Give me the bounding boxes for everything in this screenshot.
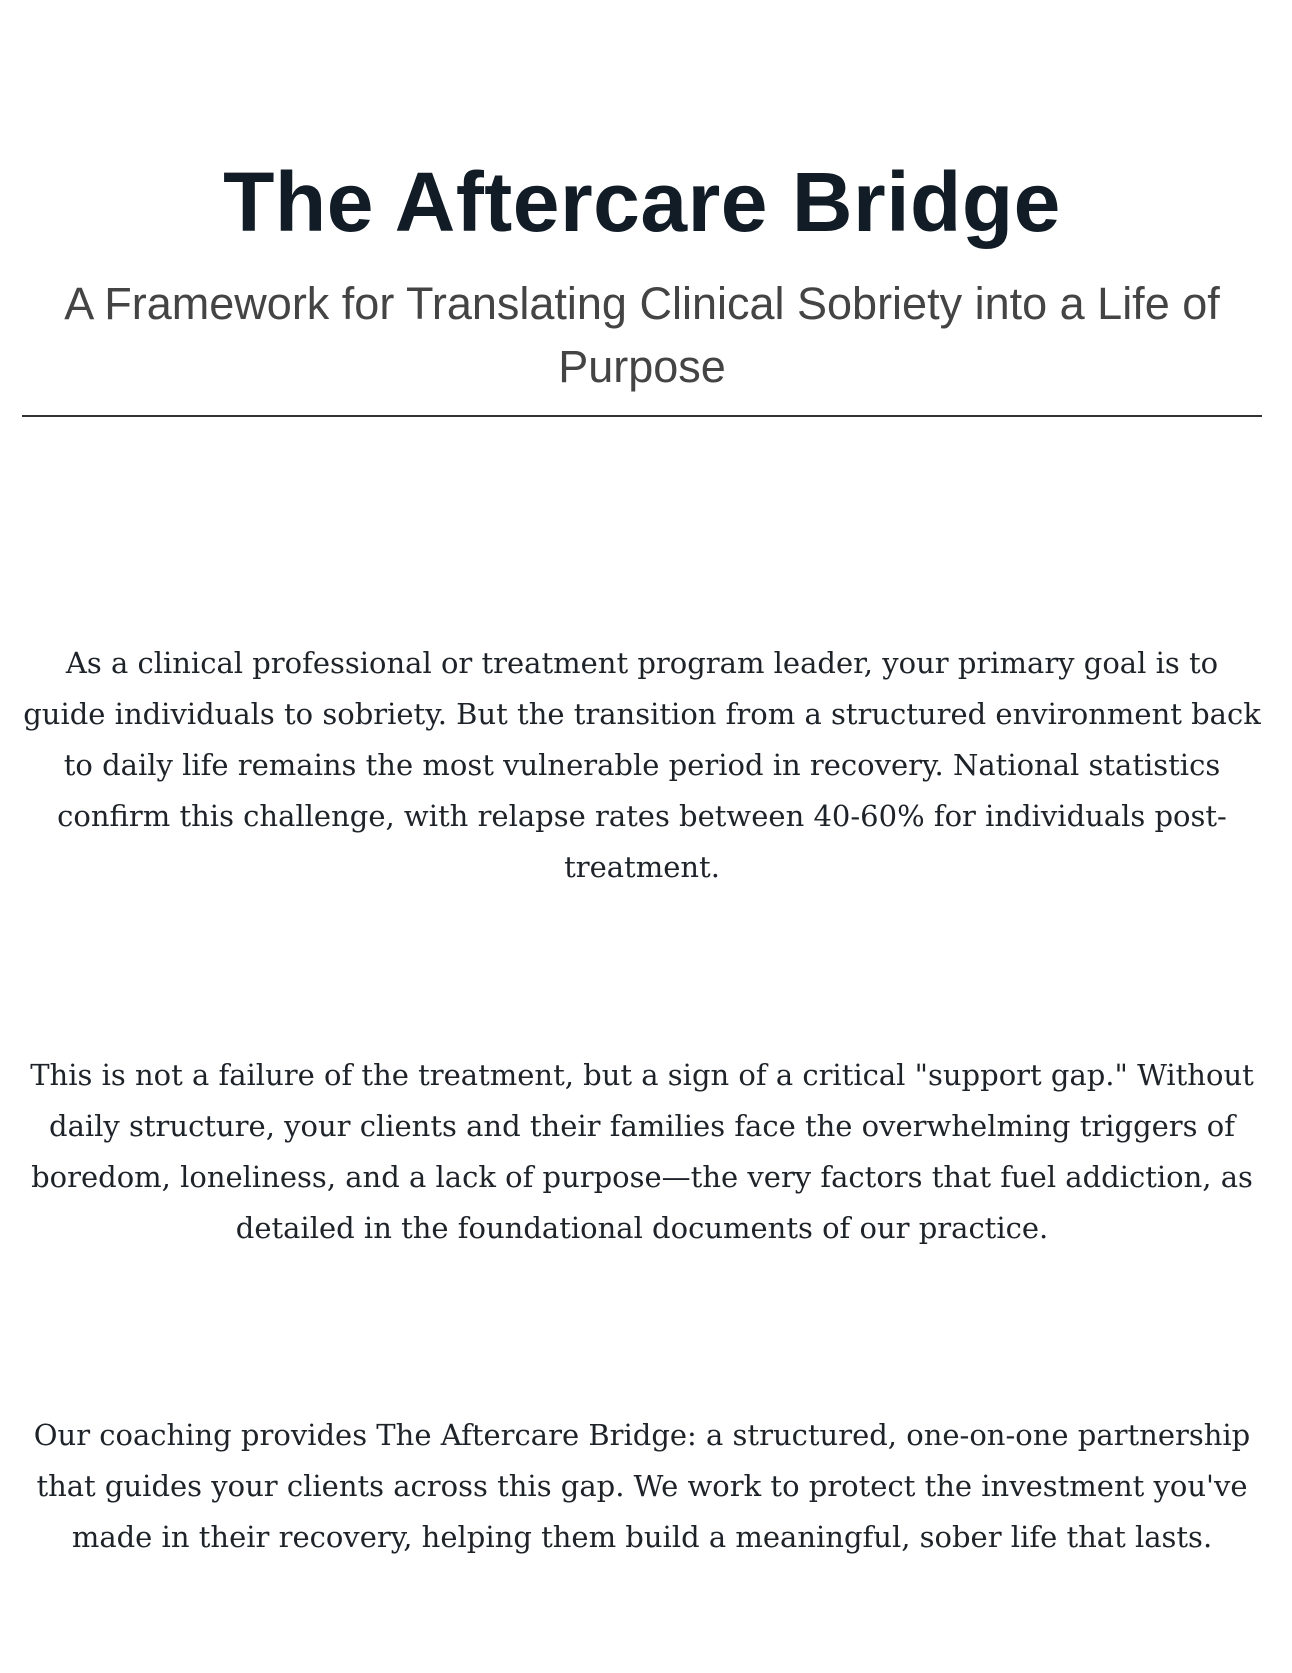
support-gap-paragraph: This is not a failure of the treatment, but a sign of a critical "support gap." Without daily structure, your clients and their families face the overwhelming triggers of boredom, loneliness, and a lack of purpose—the very factors that fuel addiction, as detailed in the foundational documents of our practice.: [30, 1058, 1254, 1245]
title-divider: [22, 415, 1262, 417]
page-subtitle: A Framework for Translating Clinical Sobriety into a Life of Purpose: [64, 278, 1220, 392]
intro-paragraph: As a clinical professional or treatment program leader, your primary goal is to guide individuals to sobriety. But the transition from a structured environment back to daily life remains the most vulnerable period in recovery. National statistics confirm this challenge, with relapse rates between 40-60% for individuals post-treatment.: [23, 646, 1261, 884]
coaching-paragraph: Our coaching provides The Aftercare Bridge: a structured, one-on-one partnership that guides your clients across this gap. We work to protect the investment you've made in their recovery, helping them build a meaningful, sober life that lasts.: [33, 1418, 1251, 1554]
page-title: The Aftercare Bridge: [223, 155, 1061, 249]
